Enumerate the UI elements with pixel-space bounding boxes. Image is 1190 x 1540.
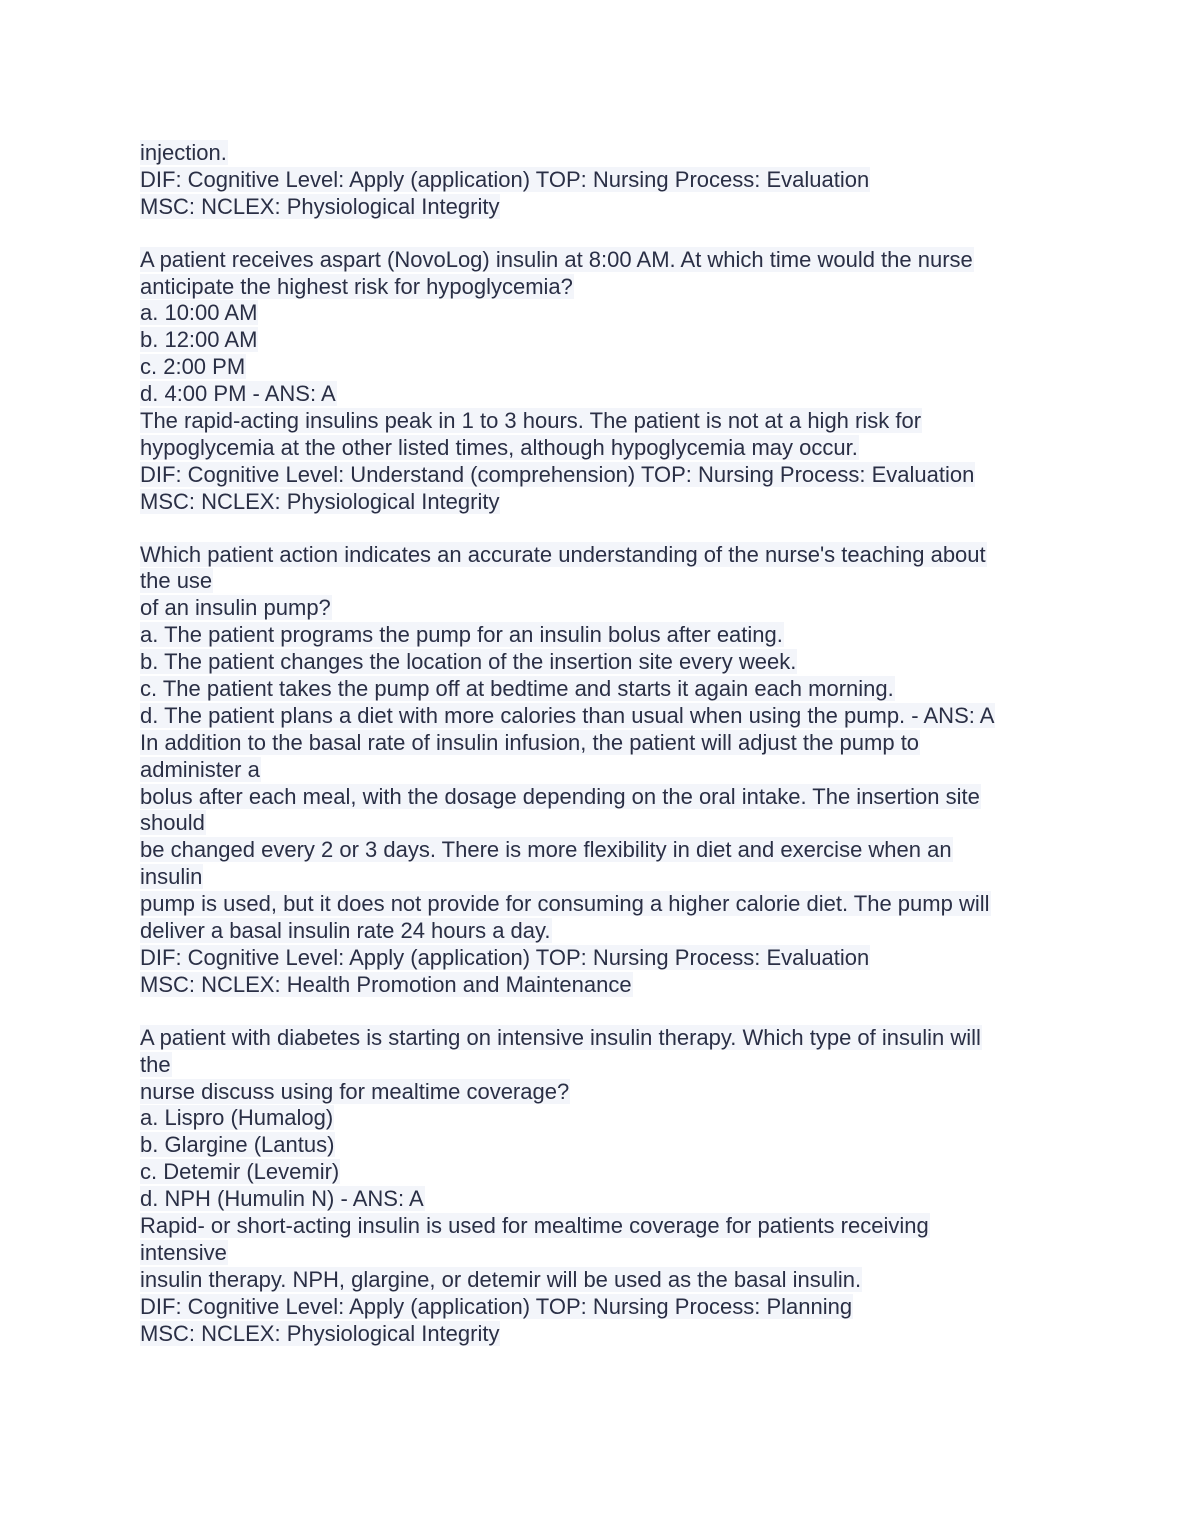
answer-option: b. Glargine (Lantus) (140, 1132, 335, 1158)
block-intro (140, 140, 1060, 221)
answer-option: b. The patient changes the location of the insertion site every week. (140, 649, 797, 675)
rationale-line: bolus after each meal, with the dosage depending on the oral intake. The insertion site (140, 783, 980, 809)
metadata-line: MSC: NCLEX: Health Promotion and Maintenance (140, 971, 632, 997)
question-stem-line: A patient receives aspart (NovoLog) insulin at 8:00 AM. At which time would the nurse (140, 246, 973, 272)
rationale-line: hypoglycemia at the other listed times, although hypoglycemia may occur. (140, 434, 858, 460)
rationale-line: insulin therapy. NPH, glargine, or detemir will be used as the basal insulin. (140, 1266, 862, 1292)
question-stem-line: anticipate the highest risk for hypoglycemia? (140, 273, 573, 299)
rationale-line: intensive (140, 1239, 227, 1265)
question-aspart (140, 247, 1060, 516)
question-stem-line: Which patient action indicates an accurate understanding of the nurse's teaching about (140, 541, 986, 567)
text-line: DIF: Cognitive Level: Apply (application) TOP: Nursing Process: Evaluation (140, 166, 870, 192)
answer-option: b. 12:00 AM (140, 327, 258, 353)
document-page (140, 140, 1060, 1373)
rationale-line: The rapid-acting insulins peak in 1 to 3 hours. The patient is not at a high risk for (140, 408, 922, 434)
answer-option: a. Lispro (Humalog) (140, 1105, 334, 1131)
question-mealtime-insulin (140, 1025, 1060, 1348)
answer-option: d. The patient plans a diet with more calories than usual when using the pump. - ANS: A (140, 702, 995, 728)
metadata-line: MSC: NCLEX: Physiological Integrity (140, 488, 500, 514)
rationale-line: deliver a basal insulin rate 24 hours a day. (140, 918, 551, 944)
rationale-line: administer a (140, 756, 260, 782)
answer-option: c. The patient takes the pump off at bedtime and starts it again each morning. (140, 676, 894, 702)
question-stem-line: the (140, 1051, 171, 1077)
answer-option: a. The patient programs the pump for an insulin bolus after eating. (140, 622, 783, 648)
answer-option: d. 4:00 PM - ANS: A (140, 381, 336, 407)
rationale-line: In addition to the basal rate of insulin infusion, the patient will adjust the pump to (140, 729, 920, 755)
answer-option: c. 2:00 PM (140, 354, 246, 380)
text-line: MSC: NCLEX: Physiological Integrity (140, 193, 500, 219)
question-stem-line: nurse discuss using for mealtime coverage? (140, 1078, 570, 1104)
metadata-line: MSC: NCLEX: Physiological Integrity (140, 1320, 500, 1346)
answer-option: a. 10:00 AM (140, 300, 258, 326)
question-insulin-pump (140, 542, 1060, 999)
question-stem-line: the use (140, 568, 213, 594)
question-stem-line: A patient with diabetes is starting on intensive insulin therapy. Which type of insulin will (140, 1024, 981, 1050)
rationale-line: should (140, 810, 205, 836)
metadata-line: DIF: Cognitive Level: Understand (comprehension) TOP: Nursing Process: Evaluation (140, 461, 975, 487)
metadata-line: DIF: Cognitive Level: Apply (application) TOP: Nursing Process: Evaluation (140, 944, 870, 970)
question-stem-line: of an insulin pump? (140, 595, 331, 621)
rationale-line: pump is used, but it does not provide for consuming a higher calorie diet. The pump will (140, 891, 990, 917)
metadata-line: DIF: Cognitive Level: Apply (application) TOP: Nursing Process: Planning (140, 1293, 853, 1319)
rationale-line: Rapid- or short-acting insulin is used for mealtime coverage for patients receiving (140, 1212, 929, 1238)
text-line: injection. (140, 140, 227, 165)
answer-option: d. NPH (Humulin N) - ANS: A (140, 1186, 424, 1212)
rationale-line: insulin (140, 864, 203, 890)
answer-option: c. Detemir (Levemir) (140, 1159, 340, 1185)
rationale-line: be changed every 2 or 3 days. There is more flexibility in diet and exercise when an (140, 837, 952, 863)
